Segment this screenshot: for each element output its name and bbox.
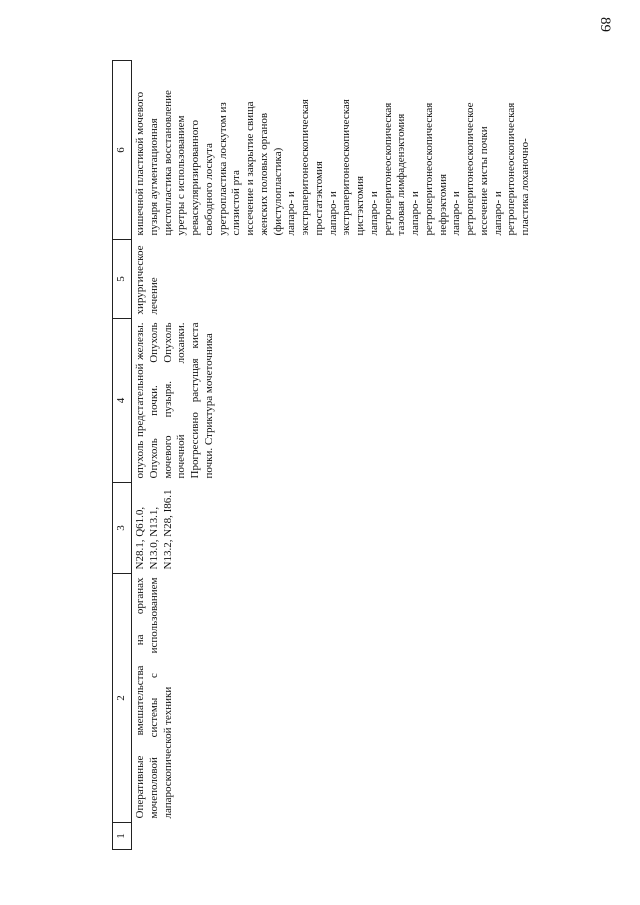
header-col-5: 5	[113, 240, 132, 319]
cell-icd-codes: N28.1, Q61.0, N13.0, N13.1, N13.2, N28, I86.1	[134, 489, 174, 570]
method-line: лапаро- и	[326, 191, 339, 236]
cell-treatment-type: хирургическое лечение	[134, 245, 160, 315]
cell-intervention-name: Оперативные вмешательства на органах мочеполовой системы с использованием лапароскопической техники	[134, 577, 174, 819]
cell-methods	[132, 61, 535, 240]
method-line: лапаро- и	[491, 191, 504, 236]
method-line: реваскуляризированного	[189, 119, 201, 236]
procedures-table	[112, 60, 535, 850]
method-line: уретропластика лоскутом из	[216, 102, 229, 236]
method-line: кишечной пластикой мочевого	[134, 91, 146, 236]
rotated-table-sheet	[112, 60, 582, 850]
page-number: 89	[597, 17, 613, 32]
method-line: слизистой рта	[230, 170, 243, 236]
method-line: иссечение кисты почки	[477, 126, 490, 236]
method-line: лапаро- и	[367, 191, 380, 236]
method-line: цистопластика восстановление	[161, 90, 174, 236]
header-col-4: 4	[113, 319, 132, 483]
method-line: ретроперитонеоскопическое	[464, 102, 476, 236]
table-row	[132, 61, 535, 850]
header-col-3: 3	[113, 483, 132, 574]
method-line: свободного лоскута	[202, 143, 215, 236]
method-line: лапаро- и	[409, 191, 421, 236]
method-line: пузыря аугментационная	[147, 118, 160, 236]
method-line: ретроперитонеоскопическая	[505, 102, 518, 236]
method-line: цистэктомия	[354, 175, 366, 236]
method-line: лапаро- и	[285, 191, 298, 236]
method-line: женских половых органов	[257, 112, 270, 236]
method-line: тазовая лимфаденэктомия	[395, 113, 408, 236]
method-line: иссечение и закрытие свища	[244, 101, 256, 236]
method-line: ретроперитонеоскопическая	[381, 102, 394, 236]
cell-diagnosis: опухоль предстательной железы. Опухоль почки. Опухоль мочевого пузыря. Опухоль почечной лоханки. Прогрессивно растущая киста почки. Стриктура мочеточника	[134, 322, 215, 479]
method-line: ретроперитонеоскопическая	[422, 102, 435, 236]
method-line: простатэктомия	[312, 161, 325, 236]
method-line: уретры с использованием	[175, 115, 188, 236]
method-line: экстраперитонеоскопическая	[299, 99, 311, 236]
table-header-row	[113, 61, 132, 850]
header-col-1: 1	[113, 823, 132, 850]
method-line: (фистулопластика)	[271, 147, 284, 236]
method-line: нефрэктомия	[436, 173, 449, 236]
cell-col-1	[132, 823, 535, 850]
method-line: лапаро- и	[450, 191, 463, 236]
header-col-6: 6	[113, 61, 132, 240]
method-line: экстраперитонеоскопическая	[340, 99, 353, 236]
method-line: пластика лоханочно-	[519, 138, 531, 236]
header-col-2: 2	[113, 574, 132, 823]
